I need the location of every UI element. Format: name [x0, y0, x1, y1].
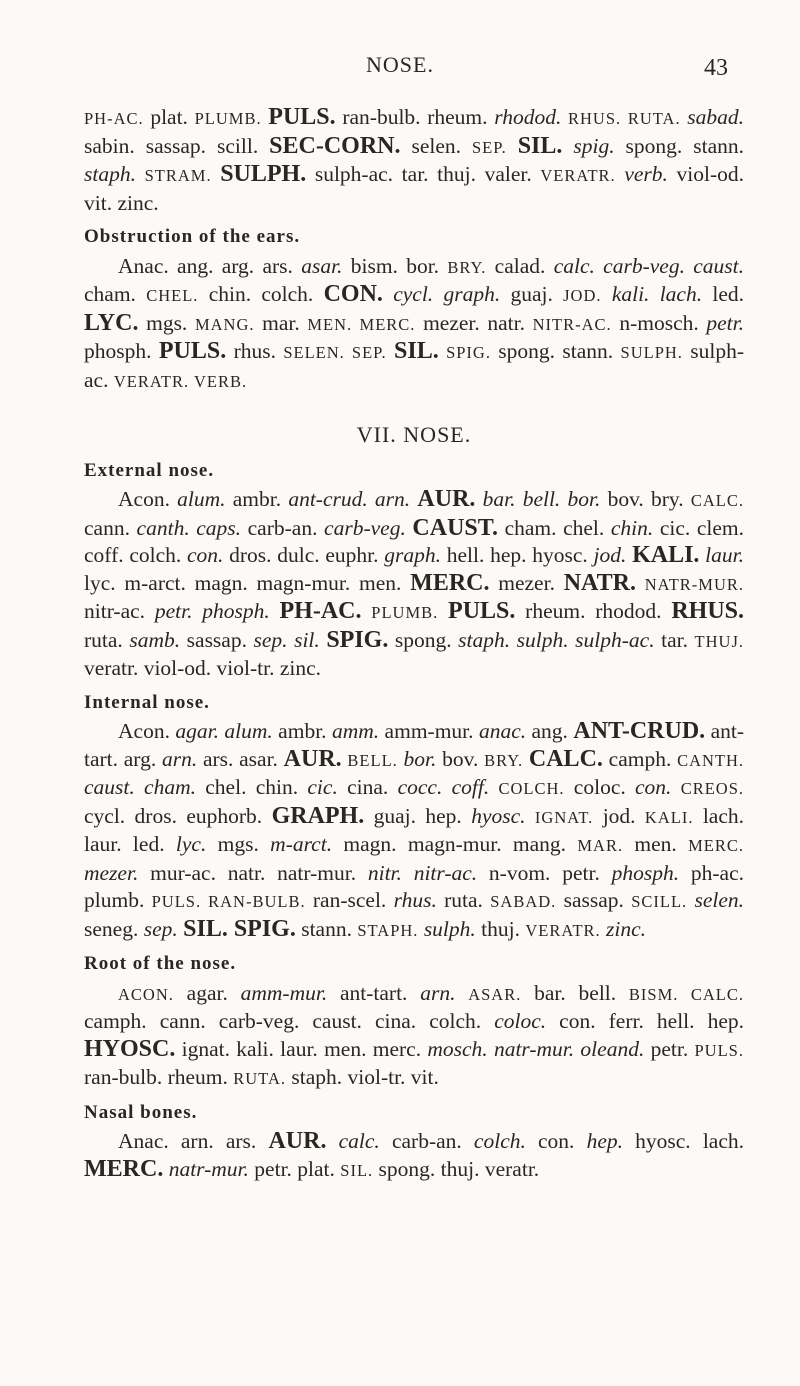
- remedy-grade-mid: spig.: [573, 133, 615, 158]
- remedy-grade-high: KALI.: [632, 542, 700, 568]
- remedy-grade-mid: calc. carb-veg. caust.: [553, 253, 744, 278]
- remedy-grade-mid: nitr. nitr-ac.: [367, 860, 478, 885]
- remedy-small-caps: VERATR. VERB.: [113, 371, 248, 391]
- remedy-small-caps: ASAR.: [468, 984, 522, 1004]
- remedy-small-caps: RHUS.: [568, 109, 622, 128]
- remedy-grade-mid: cic.: [307, 775, 338, 799]
- remedy-grade-mid: graph.: [384, 543, 441, 567]
- running-title: NOSE.: [366, 52, 434, 77]
- remedy-grade-mid: rhus.: [393, 888, 437, 912]
- remedy-grade-high: SULPH.: [220, 161, 307, 187]
- remedy-grade-mid: con.: [186, 543, 224, 567]
- remedy-grade-mid: agar. alum.: [175, 719, 273, 743]
- section-heading: Obstruction of the ears.: [84, 226, 301, 247]
- remedy-grade-high: SIL. SPIG.: [183, 915, 296, 942]
- remedy-small-caps: MANG.: [194, 314, 255, 334]
- remedy-small-caps: NITR-AC.: [532, 314, 612, 334]
- remedy-grade-mid: con.: [635, 775, 672, 799]
- paragraph: Anac. ang. arg. ars. asar. bism. bor. BRY. calad. calc. carb-veg. caust. cham. CHEL. chin. colch. CON. cycl. graph. guaj. JOD. kali. lach. led. LYC. mgs. MANG. mar. MEN. MERC. mezer. natr. NITR-AC. n-mosch. petr. phosph. PULS. rhus. SELEN. SEP. SIL. SPIG. spong. stann. SULPH. sulph-ac. VERATR. VERB.: [84, 253, 745, 392]
- remedy-small-caps: BRY.: [447, 257, 487, 277]
- remedy-grade-mid: selen.: [694, 888, 745, 912]
- remedy-small-caps: PLUMB.: [194, 109, 262, 128]
- remedy-grade-high: MERC.: [410, 569, 490, 596]
- remedy-small-caps: SCILL.: [631, 892, 688, 911]
- remedy-grade-high: AUR.: [283, 745, 342, 772]
- page-body: [84, 104, 744, 1184]
- remedy-small-caps: SEP.: [472, 137, 507, 157]
- remedy-small-caps: NATR-MUR.: [644, 574, 745, 594]
- remedy-small-caps: COLCH.: [498, 779, 565, 798]
- remedy-grade-mid: sep. sil.: [253, 627, 320, 652]
- remedy-grade-mid: bar. bell. bor.: [482, 487, 601, 511]
- remedy-grade-mid: hyosc.: [471, 803, 526, 828]
- remedy-small-caps: SPIG.: [446, 343, 491, 362]
- running-head: [0, 52, 800, 82]
- remedy-grade-mid: hep.: [586, 1129, 623, 1153]
- remedy-small-caps: CHEL.: [146, 286, 199, 305]
- remedy-small-caps: VERATR.: [525, 920, 601, 940]
- paragraph: Anac. arn. ars. AUR. calc. carb-an. colch. con. hep. hyosc. lach. MERC. natr-mur. petr. plat. SIL. spong. thuj. veratr.: [84, 1128, 745, 1182]
- remedy-grade-mid: natr-mur.: [168, 1156, 249, 1181]
- remedy-small-caps: SABAD.: [490, 892, 557, 911]
- page-number: 43: [704, 55, 728, 81]
- remedy-grade-mid: carb-veg.: [324, 515, 406, 540]
- remedy-grade-high: ANT-CRUD.: [573, 718, 706, 744]
- remedy-grade-mid: coloc.: [494, 1009, 547, 1033]
- remedy-small-caps: CREOS.: [680, 779, 745, 798]
- remedy-grade-mid: canth. caps.: [136, 515, 242, 540]
- remedy-small-caps: CANTH.: [677, 750, 745, 770]
- remedy-small-caps: MAR.: [577, 836, 624, 855]
- remedy-small-caps: SULPH.: [620, 343, 683, 362]
- remedy-small-caps: BELL.: [347, 750, 398, 770]
- chapter-heading: VII. NOSE.: [356, 422, 472, 447]
- remedy-grade-high: SIL.: [517, 132, 563, 159]
- remedy-small-caps: STRAM.: [144, 166, 212, 185]
- remedy-grade-mid: kali. lach.: [611, 282, 703, 306]
- remedy-grade-mid: alum.: [177, 487, 226, 511]
- remedy-grade-high: SPIG.: [326, 626, 389, 653]
- remedy-grade-mid: arn.: [161, 746, 198, 771]
- remedy-grade-mid: lyc.: [175, 832, 207, 856]
- remedy-grade-high: GRAPH.: [271, 802, 365, 829]
- remedy-grade-high: NATR.: [563, 569, 636, 596]
- remedy-grade-mid: mosch. natr-mur. oleand.: [427, 1036, 645, 1061]
- remedy-grade-high: CAUST.: [412, 514, 498, 541]
- remedy-small-caps: PLUMB.: [371, 603, 439, 622]
- remedy-small-caps: SIL.: [340, 1160, 374, 1180]
- remedy-small-caps: MEN. MERC.: [307, 314, 416, 334]
- remedy-grade-high: PH-AC.: [279, 598, 362, 624]
- remedy-small-caps: PULS. RAN-BULB.: [151, 892, 306, 911]
- remedy-grade-mid: sabad.: [687, 105, 745, 129]
- remedy-grade-mid: cocc. coff.: [397, 775, 490, 799]
- remedy-grade-mid: rhodod.: [494, 105, 562, 129]
- remedy-grade-high: HYOSC.: [84, 1035, 176, 1062]
- remedy-grade-high: PULS.: [158, 338, 227, 364]
- remedy-small-caps: THUJ.: [694, 631, 744, 651]
- remedy-grade-high: PULS.: [448, 598, 516, 624]
- remedy-small-caps: ACON.: [118, 984, 174, 1004]
- section-heading: Internal nose.: [84, 691, 210, 713]
- remedy-small-caps: BISM. CALC.: [628, 984, 745, 1004]
- remedy-grade-mid: colch.: [473, 1129, 526, 1153]
- remedy-grade-mid: ant-crud. arn.: [288, 487, 411, 511]
- remedy-small-caps: MERC.: [688, 836, 744, 855]
- remedy-grade-mid: m-arct.: [270, 832, 333, 856]
- section-heading: Root of the nose.: [84, 953, 237, 974]
- remedy-grade-mid: verb.: [624, 162, 668, 186]
- remedy-small-caps: SELEN. SEP.: [283, 343, 387, 362]
- remedy-grade-mid: samb.: [129, 627, 181, 652]
- remedy-grade-mid: zinc.: [606, 916, 647, 941]
- remedy-grade-high: RHUS.: [671, 598, 745, 624]
- remedy-grade-mid: arn.: [420, 980, 456, 1005]
- remedy-grade-high: SIL.: [394, 338, 439, 364]
- paragraph: Acon. alum. ambr. ant-crud. arn. AUR. bar. bell. bor. bov. bry. CALC. cann. canth. caps. carb-an. carb-veg. CAUST. cham. chel. chin. cic. clem. coff. colch. con. dros. dulc. euphr. graph. hell. hep. hyosc. jod. KALI. laur. lyc. m-arct. magn. magn-mur. men. MERC. mezer. NATR. NATR-MUR. nitr-ac. petr. phosph. PH-AC. PLUMB. PULS. rheum. rhodod. RHUS. ruta. samb. sassap. sep. sil. SPIG. spong. staph. sulph. sulph-ac. tar. THUJ. veratr. viol-od. viol-tr. zinc.: [84, 486, 745, 680]
- remedy-small-caps: JOD.: [563, 286, 602, 305]
- remedy-small-caps: RUTA.: [627, 109, 681, 128]
- remedy-grade-mid: staph. sulph. sulph-ac.: [458, 627, 655, 652]
- remedy-small-caps: PH-AC.: [84, 109, 144, 128]
- remedy-grade-mid: jod.: [593, 543, 627, 567]
- remedy-grade-mid: petr. phosph.: [154, 599, 270, 623]
- remedy-grade-mid: sep.: [143, 916, 178, 941]
- remedy-grade-mid: asar.: [301, 253, 343, 278]
- remedy-grade-high: MERC.: [84, 1155, 164, 1182]
- remedy-grade-mid: amm-mur.: [240, 980, 328, 1005]
- remedy-small-caps: CALC.: [690, 491, 745, 510]
- remedy-grade-mid: sulph.: [423, 916, 476, 941]
- remedy-small-caps: VERATR.: [540, 166, 616, 185]
- remedy-grade-high: LYC.: [84, 309, 139, 336]
- remedy-small-caps: BRY.: [484, 750, 524, 770]
- remedy-grade-mid: bor.: [403, 746, 437, 771]
- remedy-small-caps: IGNAT.: [534, 807, 594, 827]
- remedy-grade-mid: laur.: [705, 543, 744, 567]
- remedy-grade-mid: petr.: [706, 310, 744, 335]
- remedy-grade-high: AUR.: [417, 486, 476, 512]
- remedy-grade-mid: amm.: [331, 719, 380, 743]
- remedy-grade-mid: caust. cham.: [84, 775, 196, 799]
- section-heading: External nose.: [84, 459, 215, 481]
- section-heading: Nasal bones.: [84, 1101, 198, 1123]
- remedy-grade-high: PULS.: [268, 104, 336, 130]
- paragraph: PH-AC. plat. PLUMB. PULS. ran-bulb. rheum. rhodod. RHUS. RUTA. sabad. sabin. sassap. scill. SEC-CORN. selen. SEP. SIL. spig. spong. stann. staph. STRAM. SULPH. sulph-ac. tar. thuj. valer. VERATR. verb. viol-od. vit. zinc.: [84, 104, 745, 215]
- remedy-grade-high: SEC-CORN.: [269, 132, 401, 159]
- remedy-grade-high: CON.: [323, 281, 383, 307]
- remedy-small-caps: STAPH.: [357, 920, 419, 940]
- remedy-grade-mid: phosph.: [611, 860, 680, 885]
- remedy-grade-mid: cycl. graph.: [393, 282, 501, 306]
- remedy-grade-mid: staph.: [84, 162, 136, 186]
- remedy-grade-mid: anac.: [478, 719, 527, 743]
- remedy-grade-high: CALC.: [528, 745, 603, 772]
- remedy-small-caps: PULS.: [694, 1040, 744, 1060]
- remedy-grade-mid: calc.: [338, 1129, 380, 1153]
- remedy-small-caps: RUTA.: [233, 1069, 286, 1088]
- paragraph: ACON. agar. amm-mur. ant-tart. arn. ASAR. bar. bell. BISM. CALC. camph. cann. carb-veg. caust. cina. colch. coloc. con. ferr. hell. hep. HYOSC. ignat. kali. laur. men. merc. mosch. natr-mur. oleand. petr. PULS. ran-bulb. rheum. RUTA. staph. viol-tr. vit.: [84, 980, 745, 1089]
- remedy-small-caps: KALI.: [644, 807, 694, 827]
- remedy-grade-high: AUR.: [268, 1128, 327, 1154]
- remedy-grade-mid: chin.: [610, 515, 654, 540]
- paragraph: Acon. agar. alum. ambr. amm. amm-mur. anac. ang. ANT-CRUD. ant-tart. arg. arn. ars. asar. AUR. BELL. bor. bov. BRY. CALC. camph. CANTH. caust. cham. chel. chin. cic. cina. cocc. coff. COLCH. coloc. con. CREOS. cycl. dros. euphorb. GRAPH. guaj. hep. hyosc. IGNAT. jod. KALI. lach. laur. led. lyc. mgs. m-arct. magn. magn-mur. mang. MAR. men. MERC. mezer. mur-ac. natr. natr-mur. nitr. nitr-ac. n-vom. petr. phosph. ph-ac. plumb. PULS. RAN-BULB. ran-scel. rhus. ruta. SABAD. sassap. SCILL. selen. seneg. sep. SIL. SPIG. stann. STAPH. sulph. thuj. VERATR. zinc.: [84, 718, 745, 942]
- remedy-grade-mid: mezer.: [84, 860, 139, 885]
